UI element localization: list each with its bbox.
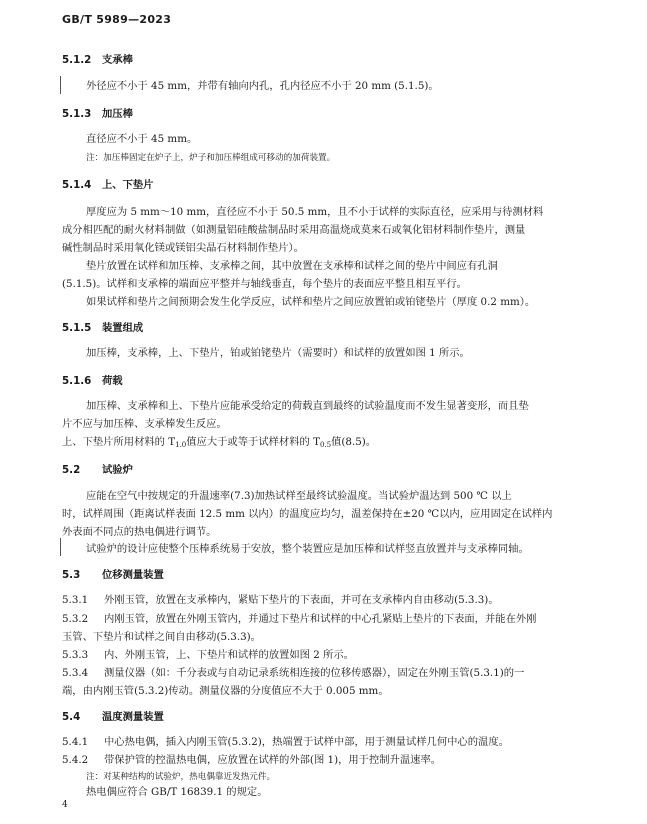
section-number: 5.3 [62, 569, 81, 581]
section-5-1-4-heading [62, 178, 153, 192]
paragraph-line: 加压棒、支承棒和上、下垫片应能承受给定的荷载直到最终的试验温度而不发生显著变形，而且垫 [86, 400, 529, 412]
list-item [62, 612, 536, 626]
section-5-1-3-heading [62, 107, 133, 121]
section-number: 5.1.3 [62, 108, 92, 120]
paragraph-line: 端，由内刚玉管(5.3.2)传动。测量仪器的分度值应不大于 0.005 mm。 [62, 685, 389, 697]
section-5-1-2-heading [62, 53, 133, 67]
section-5-4-heading [62, 710, 164, 724]
paragraph-line: 成分相匹配的耐火材料制做（如测量铝硅酸盐制品时采用高温烧成莫来石或氧化铝材料制作垫片，测量 [62, 224, 526, 236]
section-number: 5.1.4 [62, 179, 92, 191]
paragraph-line [62, 435, 376, 452]
paragraph-line: 热电偶应符合 GB/T 16839.1 的规定。 [86, 786, 268, 798]
change-bar [60, 538, 61, 556]
note: 注：对某种结构的试验炉，热电偶靠近发热元件。 [86, 772, 276, 782]
list-item [62, 648, 354, 662]
subscript: 1.0 [175, 441, 187, 449]
section-title: 试验炉 [102, 464, 133, 476]
note: 注：加压棒固定在炉子上，炉子和加压棒组成可移动的加荷装置。 [86, 153, 336, 163]
paragraph-line: 加压棒，支承棒，上、下垫片，铂或铂铑垫片（需要时）和试样的放置如图 1 所示。 [86, 347, 470, 359]
section-number: 5.1.2 [62, 54, 92, 66]
paragraph-line: 时，试样周围（距离试样表面 12.5 mm 以内）的温度应均匀，温差保持在±20 ℃以内，应用固定在试样内 [62, 508, 553, 520]
paragraph-line: (5.1.5)。试样和支承棒的端面应平整并与轴线垂直，每个垫片的表面应平整且相互平行。 [62, 278, 467, 290]
section-number: 5.1.6 [62, 375, 92, 387]
paragraph-line: 外表面不同点的热电偶进行调节。 [62, 526, 217, 538]
section-number: 5.2 [62, 464, 81, 476]
item-text: 带保护管的控温热电偶，应放置在试样的外部(图 1)，用于控制升温速率。 [104, 754, 442, 766]
section-5-3-heading [62, 568, 164, 582]
text-run: 值应大于或等于试样材料的 T [186, 436, 320, 448]
paragraph-line: 应能在空气中按规定的升温速率(7.3)加热试样至最终试验温度。当试验炉温达到 500 ℃ 以上 [86, 490, 512, 502]
section-5-1-5-heading [62, 321, 143, 335]
paragraph-line: 玉管、下垫片和试样之间自由移动(5.3.3)。 [62, 631, 261, 643]
subscript: 0.5 [319, 441, 332, 449]
item-number: 5.4.1 [62, 736, 89, 748]
section-title: 加压棒 [102, 108, 133, 120]
item-number: 5.3.4 [62, 667, 89, 679]
section-title: 上、下垫片 [102, 179, 154, 191]
section-title: 支承棒 [102, 54, 133, 66]
item-text: 外刚玉管，放置在支承棒内，紧贴下垫片的下表面，并可在支承棒内自由移动(5.3.3)。 [104, 594, 499, 606]
item-text: 内、外刚玉管，上、下垫片和试样的放置如图 2 所示。 [104, 649, 354, 661]
section-title: 装置组成 [102, 322, 144, 334]
list-item [62, 753, 441, 767]
paragraph-line: 直径应不小于 45 mm。 [86, 133, 198, 145]
page-header: GB/T 5989—2023 [62, 13, 172, 26]
paragraph-line: 厚度应为 5 mm～10 mm，直径应不小于 50.5 mm，且不小于试样的实际直径，应采用与待测材料 [86, 206, 544, 218]
paragraph-line: 碱性制品时采用氧化镁或镁铝尖晶石材料制作垫片）。 [62, 242, 304, 254]
item-number: 5.3.1 [62, 594, 89, 606]
text-run: 上、下垫片所用材料的 T [62, 436, 176, 448]
paragraph-line: 外径应不小于 45 mm，并带有轴向内孔，孔内径应不小于 20 mm (5.1.5)。 [86, 80, 439, 92]
list-item [62, 735, 509, 749]
section-title: 位移测量装置 [102, 569, 164, 581]
section-number: 5.1.5 [62, 322, 92, 334]
paragraph-line: 垫片放置在试样和加压棒、支承棒之间，其中放置在支承棒和试样之间的垫片中间应有孔洞 [86, 260, 498, 272]
text-run: 值(8.5)。 [331, 436, 377, 448]
list-item [62, 666, 524, 680]
section-title: 荷载 [102, 375, 123, 387]
section-5-2-heading [62, 463, 133, 477]
list-item [62, 593, 499, 607]
item-number: 5.3.3 [62, 649, 89, 661]
item-number: 5.3.2 [62, 613, 89, 625]
section-number: 5.4 [62, 711, 81, 723]
paragraph-line: 试验炉的设计应使整个压棒系统易于安放，整个装置应是加压棒和试样竖直放置并与支承棒同轴。 [86, 543, 529, 555]
item-text: 内刚玉管，放置在外刚玉管内，并通过下垫片和试样的中心孔紧贴上垫片的下表面，并能在外刚 [104, 613, 537, 625]
change-bar [60, 76, 61, 94]
paragraph-line: 如果试样和垫片之间预期会发生化学反应，试样和垫片之间应放置铂或铂铑垫片（厚度 0.2 mm）。 [86, 296, 536, 308]
page-number: 4 [62, 800, 68, 810]
paragraph-line: 片不应与加压棒、支承棒发生反应。 [62, 418, 227, 430]
item-text: 测量仪器（如：千分表或与自动记录系统相连接的位移传感器），固定在外刚玉管(5.3.1)的一 [104, 667, 525, 679]
item-number: 5.4.2 [62, 754, 89, 766]
section-5-1-6-heading [62, 374, 123, 388]
section-title: 温度测量装置 [102, 711, 164, 723]
item-text: 中心热电偶，插入内刚玉管(5.3.2)，热端置于试样中部，用于测量试样几何中心的温度。 [104, 736, 509, 748]
